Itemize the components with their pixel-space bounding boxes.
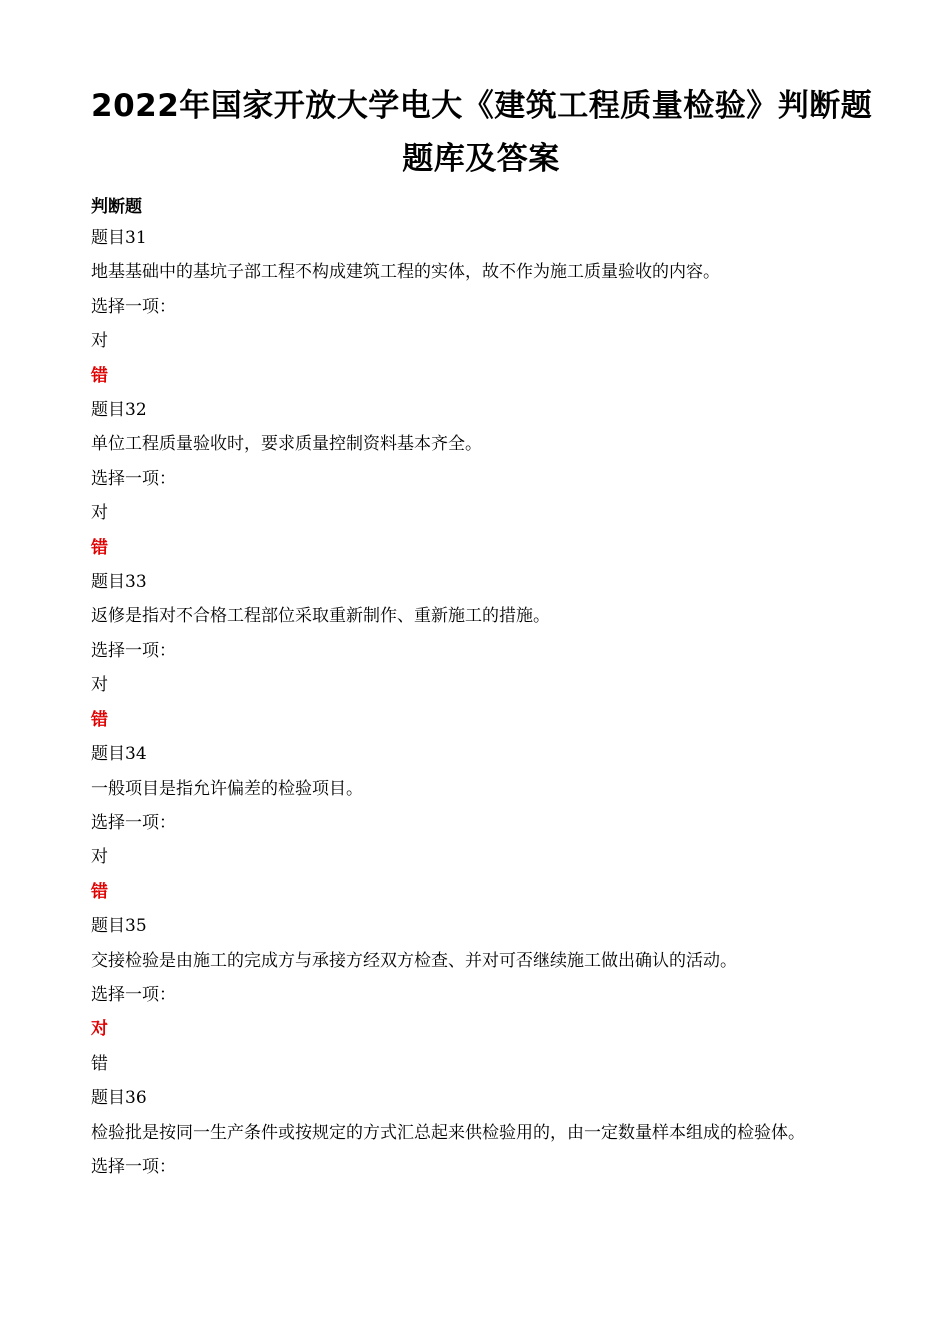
question-text: 交接检验是由施工的完成方与承接方经双方检查、并对可否继续施工做出确认的活动。 <box>91 950 737 971</box>
choose-prompt: 选择一项： <box>91 296 176 317</box>
choose-prompt: 选择一项： <box>91 468 176 489</box>
question-34 <box>91 737 871 909</box>
option-false[interactable]: 错 <box>91 1053 108 1074</box>
question-text: 返修是指对不合格工程部位采取重新制作、重新施工的措施。 <box>91 606 550 627</box>
document-page <box>91 0 871 1184</box>
title-line-1: 2022年国家开放大学电大《建筑工程质量检验》判断题 <box>91 88 873 124</box>
question-text: 一般项目是指允许偏差的检验项目。 <box>91 778 363 799</box>
option-true[interactable]: 对 <box>91 331 108 352</box>
question-list <box>91 221 871 1184</box>
question-label: 题目36 <box>91 1088 147 1109</box>
question-36 <box>91 1081 871 1184</box>
question-31 <box>91 221 871 393</box>
question-32 <box>91 393 871 565</box>
question-label: 题目32 <box>91 400 147 421</box>
question-label: 题目35 <box>91 916 147 937</box>
question-label: 题目34 <box>91 744 147 765</box>
question-label: 题目31 <box>91 228 147 248</box>
choose-prompt: 选择一项： <box>91 640 176 661</box>
option-false[interactable]: 错 <box>91 709 108 730</box>
option-false[interactable]: 错 <box>91 537 108 558</box>
question-text: 单位工程质量验收时，要求质量控制资料基本齐全。 <box>91 434 482 455</box>
choose-prompt: 选择一项： <box>91 1156 176 1177</box>
option-true[interactable]: 对 <box>91 503 108 524</box>
option-true[interactable]: 对 <box>91 847 108 868</box>
section-heading: 判断题 <box>91 197 142 217</box>
question-35 <box>91 909 871 1081</box>
option-false[interactable]: 错 <box>91 365 108 386</box>
question-text: 地基基础中的基坑子部工程不构成建筑工程的实体，故不作为施工质量验收的内容。 <box>91 262 720 283</box>
choose-prompt: 选择一项： <box>91 812 176 833</box>
document-title <box>91 0 871 186</box>
question-33 <box>91 565 871 737</box>
title-line-2: 题库及答案 <box>402 141 560 177</box>
question-label: 题目33 <box>91 572 147 593</box>
option-true[interactable]: 对 <box>91 1019 108 1040</box>
option-true[interactable]: 对 <box>91 675 108 696</box>
question-text: 检验批是按同一生产条件或按规定的方式汇总起来供检验用的，由一定数量样本组成的检验体。 <box>91 1122 805 1143</box>
option-false[interactable]: 错 <box>91 881 108 902</box>
choose-prompt: 选择一项： <box>91 984 176 1005</box>
